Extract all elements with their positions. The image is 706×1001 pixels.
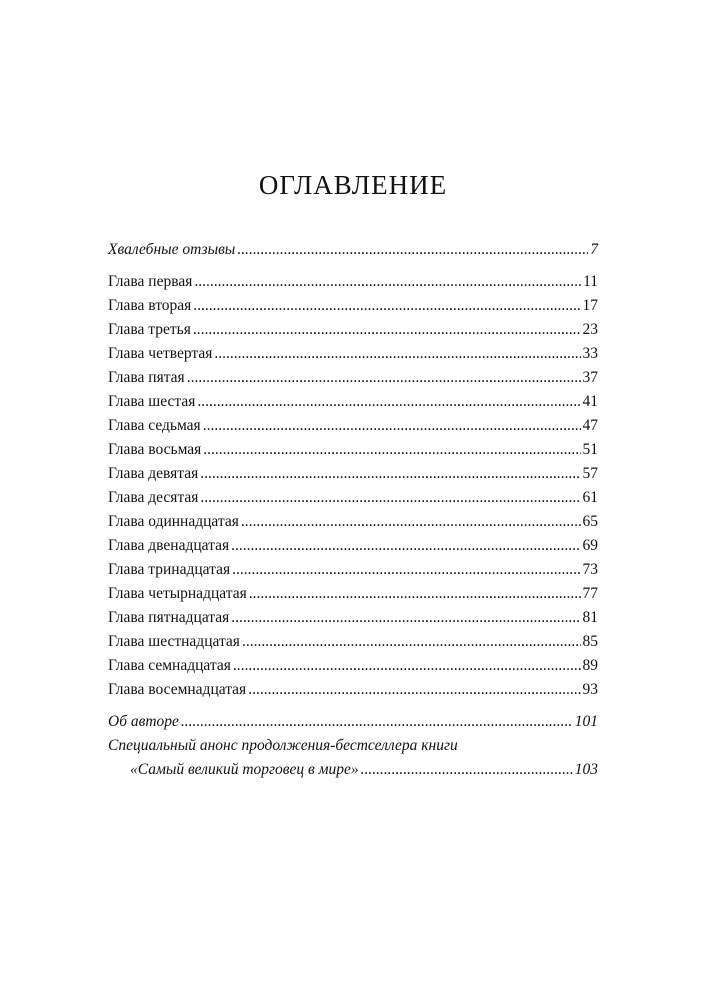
toc-entry-chapter[interactable] (108, 486, 598, 510)
toc-entry-chapter[interactable] (108, 294, 598, 318)
toc-entry-chapter[interactable] (108, 510, 598, 534)
toc-entry-label: Глава вторая (108, 297, 192, 314)
dot-leader (187, 366, 581, 390)
toc-entry-chapter[interactable] (108, 630, 598, 654)
toc-entry-chapter[interactable] (108, 342, 598, 366)
toc-entry-label: Глава пятая (108, 369, 185, 386)
toc-entry-label: Глава седьмая (108, 417, 201, 434)
toc-entry-chapter[interactable] (108, 270, 598, 294)
toc-title: ОГЛАВЛЕНИЕ (258, 170, 448, 200)
toc-entry-label: Глава пятнадцатая (108, 609, 230, 626)
toc-entry-label: Об авторе (108, 713, 179, 730)
dot-leader (242, 630, 581, 654)
toc-entry-special[interactable] (108, 734, 598, 782)
dot-leader (200, 486, 580, 510)
toc-entry-chapter[interactable] (108, 414, 598, 438)
toc-entry-page: 103 (574, 761, 598, 778)
toc-entry-page: 23 (582, 321, 598, 338)
toc-entry-page: 101 (574, 713, 598, 730)
toc-entry-chapter[interactable] (108, 582, 598, 606)
toc-entry-page: 93 (582, 681, 598, 698)
chapter-list (108, 270, 598, 702)
toc-entry-label: Глава одиннадцатая (108, 513, 239, 530)
toc-entry-label: Глава восьмая (108, 441, 202, 458)
toc-entry-page: 69 (582, 537, 598, 554)
dot-leader (233, 654, 581, 678)
toc-entry-chapter[interactable] (108, 438, 598, 462)
toc-entry-page: 51 (582, 441, 598, 458)
dot-leader (203, 414, 581, 438)
toc-entry-page: 73 (582, 561, 598, 578)
toc-entry-page: 41 (582, 393, 598, 410)
toc-entry-label-line2: «Самый великий торговец в мире» (130, 761, 359, 778)
dot-leader (237, 238, 588, 262)
dot-leader (200, 462, 580, 486)
dot-leader (232, 558, 580, 582)
toc-entry-intro[interactable] (108, 238, 598, 262)
dot-leader (194, 270, 581, 294)
dot-leader (197, 390, 580, 414)
toc-entry-label: Глава десятая (108, 489, 199, 506)
toc-entry-label-line1: Специальный анонс продолжения-бестселлера книги (108, 737, 458, 754)
dot-leader (214, 342, 580, 366)
toc-entry-label: Глава четвертая (108, 345, 213, 362)
dot-leader (231, 606, 580, 630)
toc-entry-chapter[interactable] (108, 654, 598, 678)
dot-leader (203, 438, 580, 462)
toc-entry-page: 57 (582, 465, 598, 482)
toc-entry-chapter[interactable] (108, 678, 598, 702)
dot-leader (193, 294, 580, 318)
toc-entry-line2 (108, 758, 598, 782)
toc-entry-page: 47 (582, 417, 598, 434)
toc-entry-label: Глава первая (108, 273, 193, 290)
dot-leader (249, 582, 581, 606)
toc-entry-page: 33 (582, 345, 598, 362)
toc-entry-chapter[interactable] (108, 606, 598, 630)
toc-entry-label: Глава четырнадцатая (108, 585, 247, 602)
toc-entry-label: Глава шестая (108, 393, 196, 410)
toc-entry-page: 77 (582, 585, 598, 602)
toc-entry-chapter[interactable] (108, 462, 598, 486)
toc-entry-about[interactable] (108, 710, 598, 734)
toc-entry-label: Глава третья (108, 321, 191, 338)
dot-leader (248, 678, 580, 702)
toc-entry-label: Глава двенадцатая (108, 537, 230, 554)
dot-leader (231, 534, 580, 558)
toc-entry-label: Глава семнадцатая (108, 657, 231, 674)
toc-entry-page: 89 (582, 657, 598, 674)
dot-leader (193, 318, 581, 342)
toc-entry-page: 37 (582, 369, 598, 386)
toc-entry-page: 17 (582, 297, 598, 314)
table-of-contents (108, 238, 598, 782)
toc-entry-label: Хвалебные отзывы (108, 241, 236, 258)
toc-entry-page: 81 (582, 609, 598, 626)
dot-leader (361, 758, 573, 782)
dot-leader (181, 710, 573, 734)
toc-entry-page: 11 (583, 273, 598, 290)
toc-entry-chapter[interactable] (108, 318, 598, 342)
toc-entry-chapter[interactable] (108, 558, 598, 582)
toc-entry-label: Глава шестнадцатая (108, 633, 240, 650)
dot-leader (241, 510, 581, 534)
toc-entry-chapter[interactable] (108, 390, 598, 414)
toc-entry-label: Глава девятая (108, 465, 199, 482)
toc-entry-page: 85 (582, 633, 598, 650)
toc-entry-chapter[interactable] (108, 366, 598, 390)
toc-entry-label: Глава восемнадцатая (108, 681, 247, 698)
toc-entry-page: 61 (582, 489, 598, 506)
toc-entry-page: 65 (582, 513, 598, 530)
toc-entry-label: Глава тринадцатая (108, 561, 231, 578)
toc-entry-page: 7 (590, 241, 598, 258)
toc-entry-chapter[interactable] (108, 534, 598, 558)
